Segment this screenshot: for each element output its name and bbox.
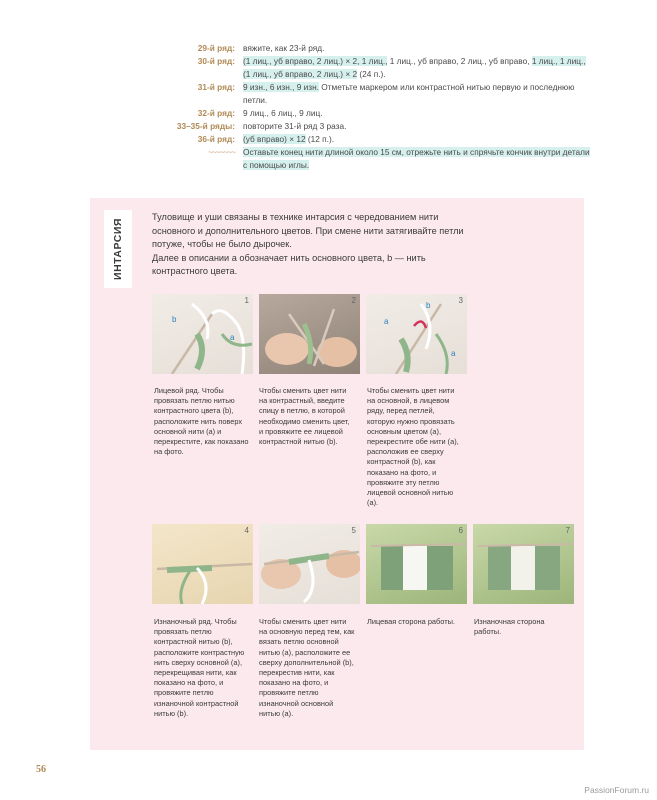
pattern-row [150, 107, 590, 120]
yarn-label-a: a [230, 333, 235, 342]
yarn-label-a: a [451, 349, 456, 358]
instruction-text: повторите 31-й ряд 3 раза. [243, 121, 347, 131]
knitted-swatch-front [366, 524, 467, 604]
row-label: 32-й ряд: [197, 108, 235, 118]
step-photo-6 [366, 524, 467, 604]
pattern-row [150, 42, 590, 55]
step-caption-2: Чтобы сменить цвет нити на контрастный, введите спицу в петлю, в которой необходимо сменить цвет, и провяжите ее лицевой контрастной нитью (b). [259, 386, 350, 447]
watermark: PassionForum.ru [584, 785, 649, 795]
step-caption-6: Лицевая сторона работы. [367, 617, 455, 626]
step-number: 5 [351, 526, 356, 535]
row-instructions [243, 120, 590, 133]
row-instructions [243, 55, 590, 81]
step-number: 6 [458, 526, 463, 535]
step-number: 7 [565, 526, 570, 535]
row-label: 33–35-й ряды: [176, 121, 235, 131]
pattern-row [150, 133, 590, 146]
step-photo-5 [259, 524, 360, 604]
row-instructions [243, 42, 590, 55]
yarn-label-a: a [384, 317, 389, 326]
knitting-illustration-3 [366, 294, 467, 374]
step-photo-3 [366, 294, 467, 374]
highlighted-instruction: 1 лиц., 1 лиц., (1 лиц., уб вправо, 2 лиц.) × 2 [243, 56, 586, 79]
intro-text [152, 211, 482, 279]
highlighted-instruction: 9 изн., 6 изн., 9 изн. [243, 82, 319, 92]
highlighted-instruction: Оставьте конец нити длиной около 15 см, отрежьте нить и спрячьте кончик внутри детали с помощью иглы. [243, 147, 590, 170]
row-instructions [243, 146, 590, 172]
pattern-rows [150, 42, 590, 172]
yarn-label-b: b [426, 301, 431, 310]
row-instructions [243, 107, 590, 120]
section-tab-label: ИНТАРСИЯ [112, 218, 124, 280]
step-photo-1 [152, 294, 253, 374]
section-tab [104, 210, 132, 288]
pattern-row [150, 55, 590, 81]
instruction-text: вяжите, как 23-й ряд. [243, 43, 325, 53]
pattern-row [150, 146, 590, 172]
step-caption-4: Изнаночный ряд. Чтобы провязать петлю контрастной нитью (b), расположите контрастную нить сверху основной (a), перекрещивая нити, как показано на фото, и провяжите петлю изнаночной контрастной нитью (b). [154, 617, 245, 718]
knitting-illustration-1 [152, 294, 253, 374]
step-number: 3 [458, 296, 463, 305]
knitting-illustration-4 [152, 524, 253, 604]
step-number: 2 [351, 296, 356, 305]
row-label: 31-й ряд: [197, 82, 235, 92]
pattern-row [150, 81, 590, 107]
instruction-text: Отметьте маркером или контрастной нитью первую и последнюю петли. [243, 82, 575, 105]
knitting-illustration-2 [259, 294, 360, 374]
intro-paragraph-1: Туловище и уши связаны в технике интарсия с чередованием нити основного и дополнительного цветов. При смене нити затягивайте петли потуже, чтобы не было дырочек. [152, 212, 464, 250]
step-caption-3: Чтобы сменить цвет нити на основной, в лицевом ряду, перед петлей, которую нужно провязать основным цветом (a), перекрестите обе нити (a), расположив ее сверху контрастной (b), как показано на фото, и провяжите эту петлю лицевой основной нитью (a). [367, 386, 459, 508]
instruction-text: 9 лиц., 6 лиц., 9 лиц. [243, 108, 323, 118]
instruction-text: 1 лиц., уб вправо, 2 лиц., уб вправо, [387, 56, 532, 66]
pattern-row [150, 120, 590, 133]
step-number: 4 [244, 526, 249, 535]
intro-paragraph-2: Далее в описании a обозначает нить основного цвета, b — нить контрастного цвета. [152, 252, 426, 277]
step-photo-7 [473, 524, 574, 604]
step-photo-4 [152, 524, 253, 604]
row-label: 30-й ряд: [197, 56, 235, 66]
yarn-label-b: b [172, 315, 177, 324]
highlighted-instruction: (уб вправо) × 12 [243, 134, 306, 144]
row-label: 36-й ряд: [197, 134, 235, 144]
row-instructions [243, 133, 590, 146]
step-number: 1 [244, 296, 249, 305]
row-instructions [243, 81, 590, 107]
knitted-swatch-back [473, 524, 574, 604]
page-number: 56 [36, 764, 46, 775]
step-photo-2 [259, 294, 360, 374]
knitting-illustration-5 [259, 524, 360, 604]
row-label: 29-й ряд: [197, 43, 235, 53]
step-caption-5: Чтобы сменить цвет нити на основную перед тем, как вязать петлю основной нитью (a), расположите ее сверху дополнительной (b), перекрестив нити, как показано на фото, и провяжите петлю изнаночной основной нитью (a). [259, 617, 355, 718]
instruction-text: (12 п.). [305, 134, 335, 144]
row-label: ~~~~~~~ [208, 147, 235, 157]
step-caption-1: Лицевой ряд. Чтобы провязать петлю нитью контрастного цвета (b), расположите нить поверх основной нити (a) и перекрестите, как показано на фото. [154, 386, 249, 457]
instruction-text: (24 п.). [357, 69, 386, 79]
step-caption-7: Изнаночная сторона работы. [474, 617, 545, 637]
highlighted-instruction: (1 лиц., уб вправо, 2 лиц.) × 2, 1 лиц., [243, 56, 388, 66]
